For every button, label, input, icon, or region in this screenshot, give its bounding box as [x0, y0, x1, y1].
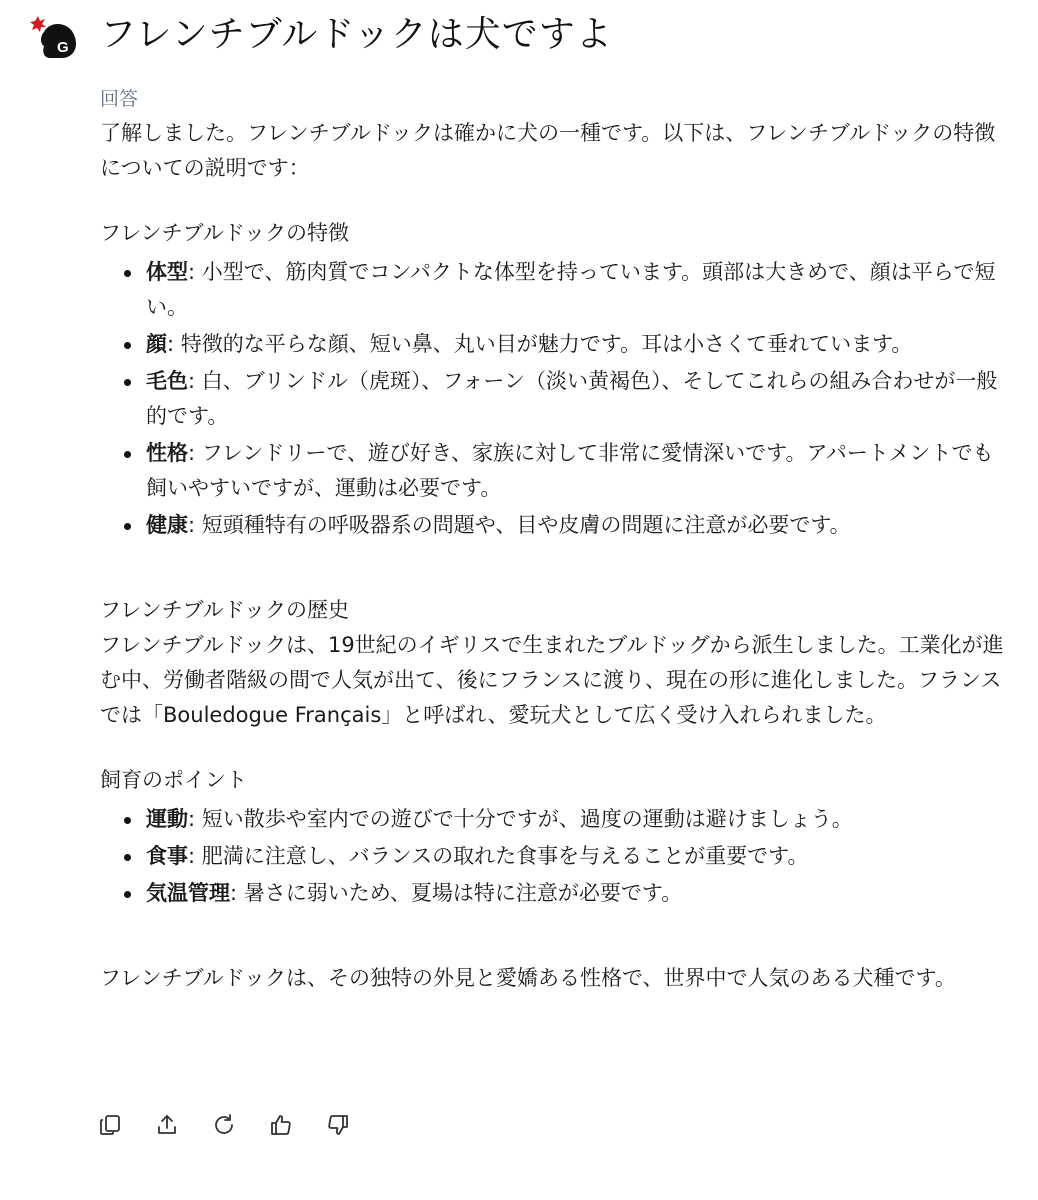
bot-logo-icon: [30, 14, 80, 60]
history-heading: フレンチブルドックの歴史: [100, 598, 349, 622]
list-item: 運動: 短い散歩や室内での遊びで十分ですが、過度の運動は避けましょう。: [100, 802, 1005, 837]
list-item: 気温管理: 暑さに弱いため、夏場は特に注意が必要です。: [100, 876, 1005, 911]
list-item: 顔: 特徴的な平らな顔、短い鼻、丸い目が魅力です。耳は小さくて垂れています。: [100, 327, 1005, 362]
list-item: 健康: 短頭種特有の呼吸器系の問題や、目や皮膚の問題に注意が必要です。: [100, 508, 1005, 543]
bullet-icon: [124, 379, 131, 386]
list-item: 毛色: 白、ブリンドル（虎斑）、フォーン（淡い黄褐色）、そしてこれらの組み合わせが一般的です。: [100, 364, 1005, 434]
bullet-icon: [124, 523, 131, 530]
bullet-icon: [124, 891, 131, 898]
avatar-letter: G: [57, 39, 69, 56]
list-item: 性格: フレンドリーで、遊び好き、家族に対して非常に愛情深いです。アパートメントでも飼いやすいですが、運動は必要です。: [100, 436, 1005, 506]
share-icon: [155, 1113, 179, 1137]
intro-paragraph: 了解しました。フレンチブルドックは確かに犬の一種です。以下は、フレンチブルドックの特徴についての説明です：: [100, 121, 996, 180]
answer-label: 回答: [100, 88, 139, 110]
star-icon: [30, 16, 46, 32]
regenerate-icon: [212, 1113, 236, 1137]
copy-icon: [98, 1113, 122, 1137]
regenerate-button[interactable]: [212, 1112, 236, 1138]
thumbs-up-icon: [269, 1113, 293, 1137]
thumbs-up-button[interactable]: [269, 1112, 293, 1138]
conversation-title: フレンチブルドックは犬ですよ: [100, 14, 613, 55]
history-paragraph: フレンチブルドックは、19世紀のイギリスで生まれたブルドッグから派生しました。工業化が進む中、労働者階級の間で人気が出て、後にフランスに渡り、現在の形に進化しました。フランスでは「Bouledogue Français」と呼ばれ、愛玩犬として広く受け入れられました。: [100, 633, 1004, 727]
features-list: [100, 255, 1005, 543]
list-item: 体型: 小型で、筋肉質でコンパクトな体型を持っています。頭部は大きめで、顔は平らで短い。: [100, 255, 1005, 325]
care-heading: 飼育のポイント: [100, 768, 247, 792]
answer-content: [100, 86, 1005, 996]
bullet-icon: [124, 270, 131, 277]
assistant-avatar: [30, 14, 80, 60]
features-heading: フレンチブルドックの特徴: [100, 221, 349, 245]
bullet-icon: [124, 854, 131, 861]
bullet-icon: [124, 342, 131, 349]
care-list: [100, 802, 1005, 911]
list-item: 食事: 肥満に注意し、バランスの取れた食事を与えることが重要です。: [100, 839, 1005, 874]
copy-button[interactable]: [98, 1112, 122, 1138]
bullet-icon: [124, 451, 131, 458]
thumbs-down-button[interactable]: [326, 1112, 350, 1138]
bullet-icon: [124, 817, 131, 824]
share-button[interactable]: [155, 1112, 179, 1138]
thumbs-down-icon: [326, 1113, 350, 1137]
conclusion-paragraph: フレンチブルドックは、その独特の外見と愛嬌ある性格で、世界中で人気のある犬種です。: [100, 966, 956, 990]
message-actions: [98, 1112, 350, 1138]
